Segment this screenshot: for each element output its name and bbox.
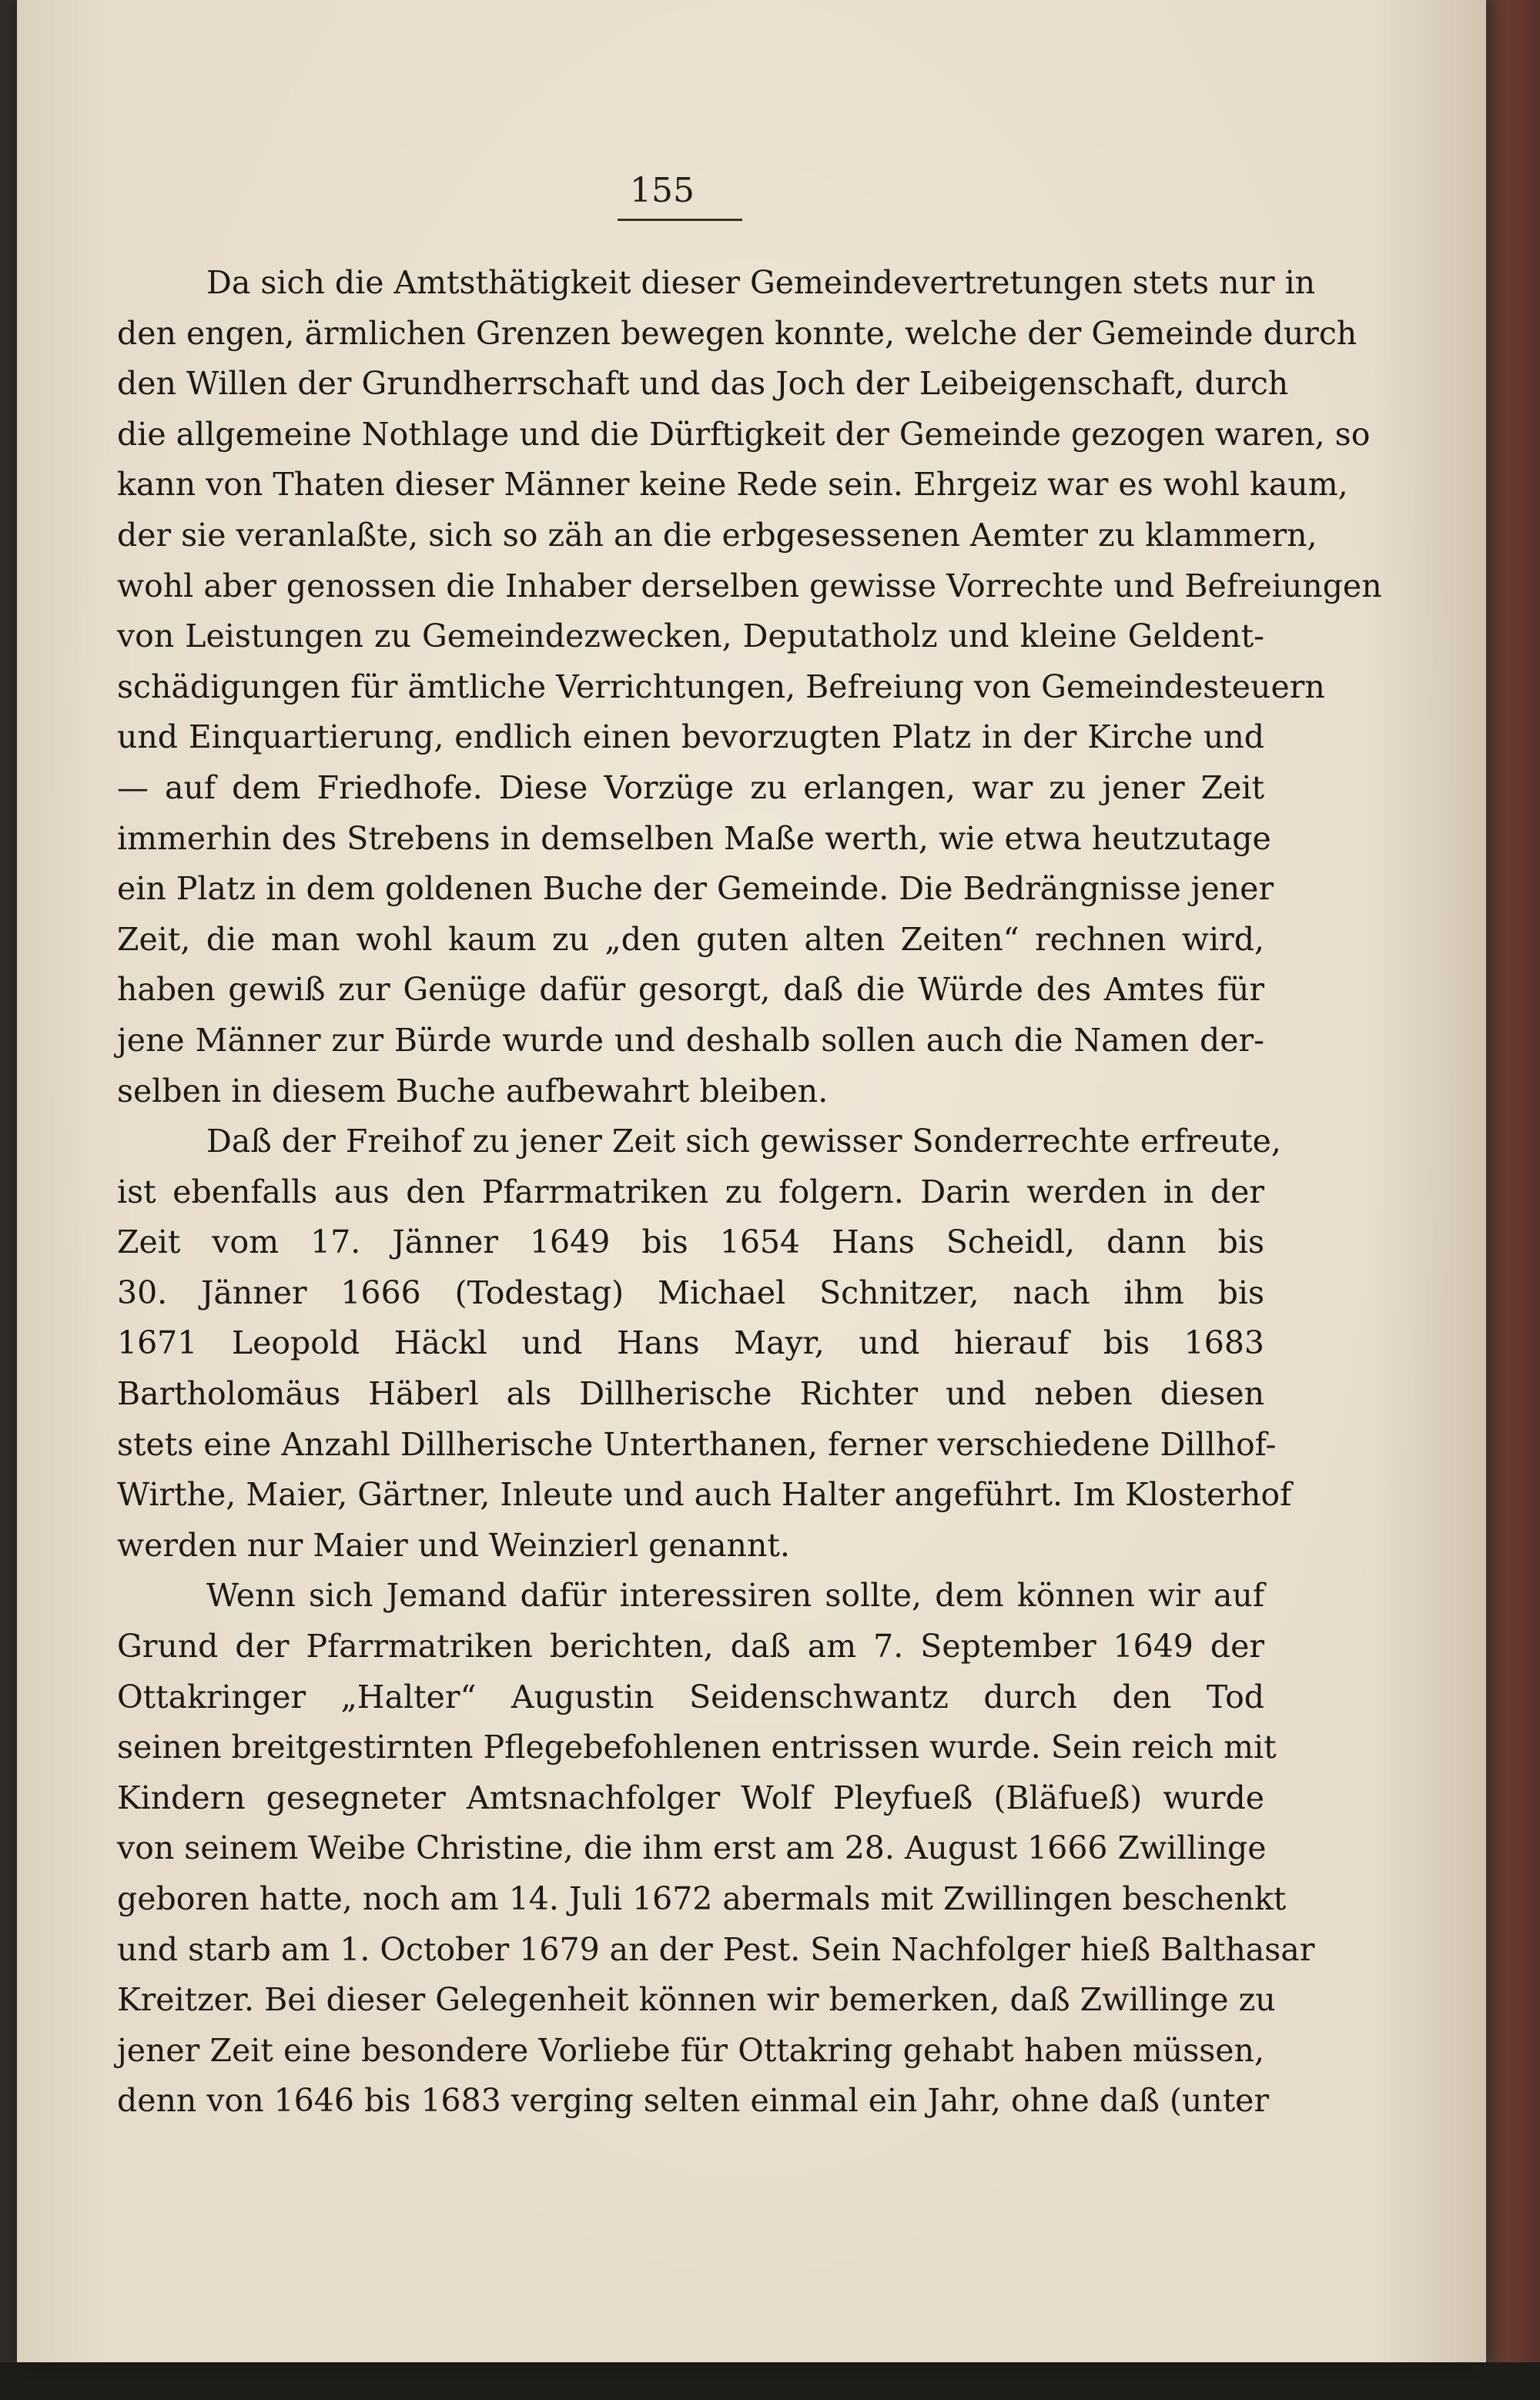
text-line: Wirthe, Maier, Gärtner, Inleute und auch Halter angeführt. Im Klosterhof (117, 1476, 1292, 1514)
text-line: der sie veranlaßte, sich so zäh an die erbgesessenen Aemter zu klammern, (117, 516, 1317, 554)
text-line: Da sich die Amtsthätigkeit dieser Gemeindevertretungen stets nur in (206, 264, 1316, 301)
text-line: Kindern gesegneter Amtsnachfolger Wolf Pleyfueß (Bläfueß) wurde (117, 1779, 1264, 1816)
page-body-text (117, 258, 1382, 2127)
text-line: Grund der Pfarrmatriken berichten, daß am 7. September 1649 der (117, 1628, 1264, 1665)
text-line: die allgemeine Nothlage und die Dürftigkeit der Gemeinde gezogen waren, so (117, 415, 1371, 453)
text-line: geboren hatte, noch am 14. Juli 1672 abermals mit Zwillingen beschenkt (117, 1880, 1287, 1917)
text-line: Daß der Freihof zu jener Zeit sich gewisser Sonderrechte erfreute, (206, 1123, 1281, 1160)
text-line: stets eine Anzahl Dillherische Unterthanen, ferner verschiedene Dillhof- (117, 1425, 1277, 1463)
text-line: werden nur Maier und Weinzierl genannt. (117, 1526, 790, 1564)
text-line: — auf dem Friedhofe. Diese Vorzüge zu erlangen, war zu jener Zeit (117, 768, 1264, 806)
text-line: ist ebenfalls aus den Pfarrmatriken zu folgern. Darin werden in der (117, 1173, 1264, 1210)
text-line: 30. Jänner 1666 (Todestag) Michael Schnitzer, nach ihm bis (117, 1274, 1264, 1311)
text-line: 1671 Leopold Häckl und Hans Mayr, und hierauf bis 1683 (117, 1324, 1264, 1362)
text-line: immerhin des Strebens in demselben Maße werth, wie etwa heutzutage (117, 819, 1271, 857)
text-line: denn von 1646 bis 1683 verging selten einmal ein Jahr, ohne daß (unter (117, 2082, 1270, 2120)
text-line: ein Platz in dem goldenen Buche der Gemeinde. Die Bedrängnisse jener (117, 870, 1274, 908)
text-line: kann von Thaten dieser Männer keine Rede sein. Ehrgeiz war es wohl kaum, (117, 466, 1348, 504)
book-fore-edge (1486, 0, 1540, 2400)
text-line: Zeit, die man wohl kaum zu „den guten alten Zeiten“ rechnen wird, (117, 920, 1264, 958)
text-line: und Einquartierung, endlich einen bevorzugten Platz in der Kirche und (117, 718, 1264, 756)
text-line: jener Zeit eine besondere Vorliebe für Ottakring gehabt haben müssen, (117, 2031, 1264, 2069)
text-line: den engen, ärmlichen Grenzen bewegen konnte, welche der Gemeinde durch (117, 314, 1358, 352)
text-line: Wenn sich Jemand dafür interessiren sollte, dem können wir auf (206, 1577, 1264, 1615)
text-line: seinen breitgestirnten Pflegebefohlenen entrissen wurde. Sein reich mit (117, 1729, 1277, 1766)
text-line: von Leistungen zu Gemeindezwecken, Deputatholz und kleine Geldent- (117, 618, 1264, 655)
paragraph (117, 258, 1382, 1116)
text-line: selben in diesem Buche aufbewahrt bleiben. (117, 1072, 829, 1110)
text-line: den Willen der Grundherrschaft und das Joch der Leibeigenschaft, durch (117, 365, 1289, 403)
text-line: Ottakringer „Halter“ Augustin Seidenschwantz durch den Tod (117, 1678, 1264, 1715)
header-rule (618, 219, 742, 221)
text-line: und starb am 1. October 1679 an der Pest. Sein Nachfolger hieß Balthasar (117, 1930, 1315, 1968)
text-line: Bartholomäus Häberl als Dillherische Richter und neben diesen (117, 1375, 1264, 1413)
text-line: jene Männer zur Bürde wurde und deshalb sollen auch die Namen der- (117, 1021, 1264, 1059)
text-line: von seinem Weibe Christine, die ihm erst am 28. August 1666 Zwillinge (117, 1829, 1267, 1867)
scan-bottom-margin (0, 2362, 1540, 2400)
page-number: 155 (630, 171, 695, 210)
text-line: haben gewiß zur Genüge dafür gesorgt, daß die Würde des Amtes für (117, 971, 1264, 1009)
paragraph (117, 1571, 1315, 2127)
text-line: Kreitzer. Bei dieser Gelegenheit können wir bemerken, daß Zwillinge zu (117, 1981, 1276, 2019)
text-line: Zeit vom 17. Jänner 1649 bis 1654 Hans Scheidl, dann bis (117, 1223, 1264, 1261)
text-line: wohl aber genossen die Inhaber derselben gewisse Vorrechte und Befreiungen (117, 567, 1382, 604)
paragraph (117, 1116, 1292, 1571)
text-line: schädigungen für ämtliche Verrichtungen, Befreiung von Gemeindesteuern (117, 668, 1325, 705)
